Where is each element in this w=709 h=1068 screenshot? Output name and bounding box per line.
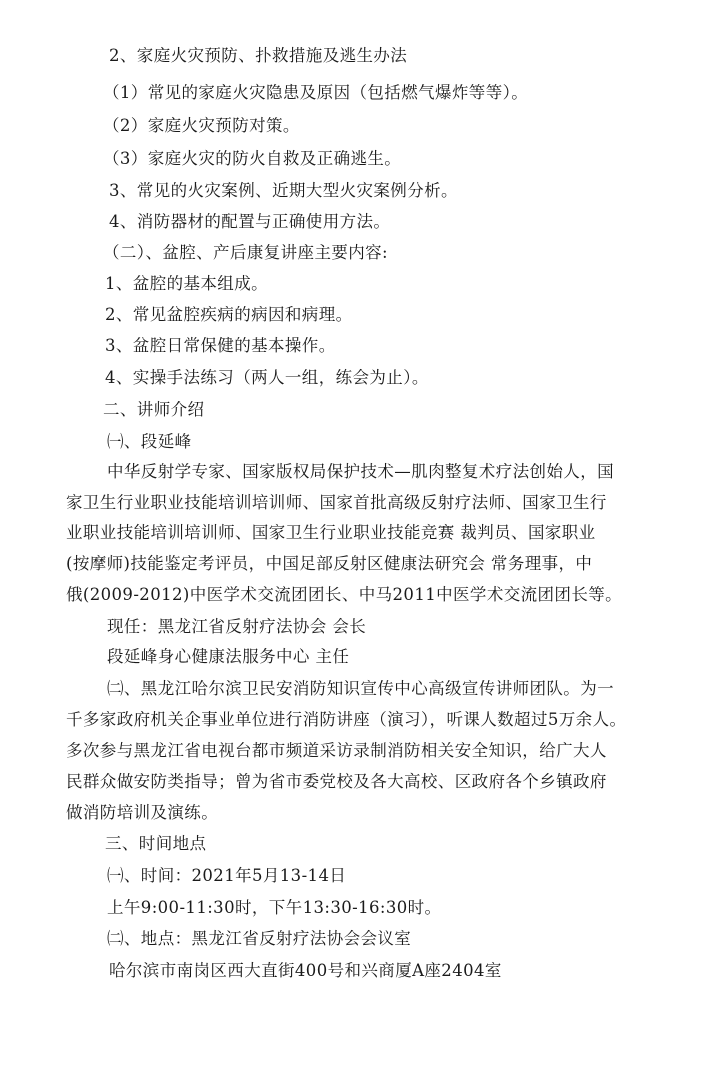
fire-item-3: 3、常见的火灾案例、近期大型火灾案例分析。 bbox=[109, 181, 458, 200]
pelvic-item-3: 3、盆腔日常保健的基本操作。 bbox=[105, 336, 336, 355]
lecturer-one-bio-line: 俄(2009-2012)中医学术交流团团长、中马2011中医学术交流团团长等。 bbox=[66, 585, 623, 604]
fire-subitem-2: （2）家庭火灾预防对策。 bbox=[103, 116, 300, 135]
lecturer-one-center-position: 段延峰身心健康法服务中心 主任 bbox=[107, 647, 350, 666]
lecturer-one-bio-line: 业职业技能培训培训师、国家卫生行业职业技能竞赛 裁判员、国家职业 bbox=[66, 523, 596, 542]
team-two-line: 千多家政府机关企事业单位进行消防讲座（演习），听课人数超过5万余人。 bbox=[66, 710, 627, 729]
place-label: ㈡、地点：黑龙江省反射疗法协会会议室 bbox=[107, 929, 412, 948]
pelvic-item-1: 1、盆腔的基本组成。 bbox=[105, 274, 268, 293]
lecturer-one-bio-line: 中华反射学专家、国家版权局保护技术—肌肉整复术疗法创始人，国 bbox=[107, 462, 614, 481]
lecturer-one-bio-line: (按摩师)技能鉴定考评员，中国足部反射区健康法研究会 常务理事，中 bbox=[66, 554, 593, 573]
time-place-heading: 三、时间地点 bbox=[105, 834, 207, 853]
lecturers-heading: 二、讲师介绍 bbox=[103, 400, 205, 419]
fire-subitem-3: （3）家庭火灾的防火自救及正确逃生。 bbox=[103, 149, 402, 168]
time-detail: 上午9:00-11:30时，下午13:30-16:30时。 bbox=[107, 898, 442, 917]
time-label: ㈠、时间：2021年5月13-14日 bbox=[107, 866, 347, 885]
lecturer-one-bio-line: 家卫生行业职业技能培训培训师、国家首批高级反射疗法师、国家卫生行 bbox=[66, 493, 607, 512]
lecturer-one-heading: ㈠、段延峰 bbox=[107, 432, 192, 451]
pelvic-item-4: 4、实操手法练习（两人一组，练会为止）。 bbox=[105, 368, 429, 387]
pelvic-item-2: 2、常见盆腔疾病的病因和病理。 bbox=[105, 305, 353, 324]
team-two-line: ㈡、黑龙江哈尔滨卫民安消防知识宣传中心高级宣传讲师团队。为一 bbox=[107, 679, 614, 698]
fire-subitem-1: （1）常见的家庭火灾隐患及原因（包括燃气爆炸等等）。 bbox=[103, 83, 529, 102]
team-two-line: 民群众做安防类指导；曾为省市委党校及各大高校、区政府各个乡镇政府 bbox=[66, 772, 607, 791]
lecturer-one-current-position: 现任：黑龙江省反射疗法协会 会长 bbox=[107, 617, 367, 636]
fire-prevention-title: 2、家庭火灾预防、扑救措施及逃生办法 bbox=[109, 46, 408, 65]
team-two-line: 多次参与黑龙江省电视台都市频道采访录制消防相关安全知识，给广大人 bbox=[66, 741, 607, 760]
team-two-line: 做消防培训及演练。 bbox=[66, 803, 219, 822]
place-detail: 哈尔滨市南岗区西大直街400号和兴商厦A座2404室 bbox=[109, 961, 502, 980]
pelvic-heading: （二）、盆腔、产后康复讲座主要内容: bbox=[103, 243, 389, 262]
fire-item-4: 4、消防器材的配置与正确使用方法。 bbox=[109, 212, 391, 231]
